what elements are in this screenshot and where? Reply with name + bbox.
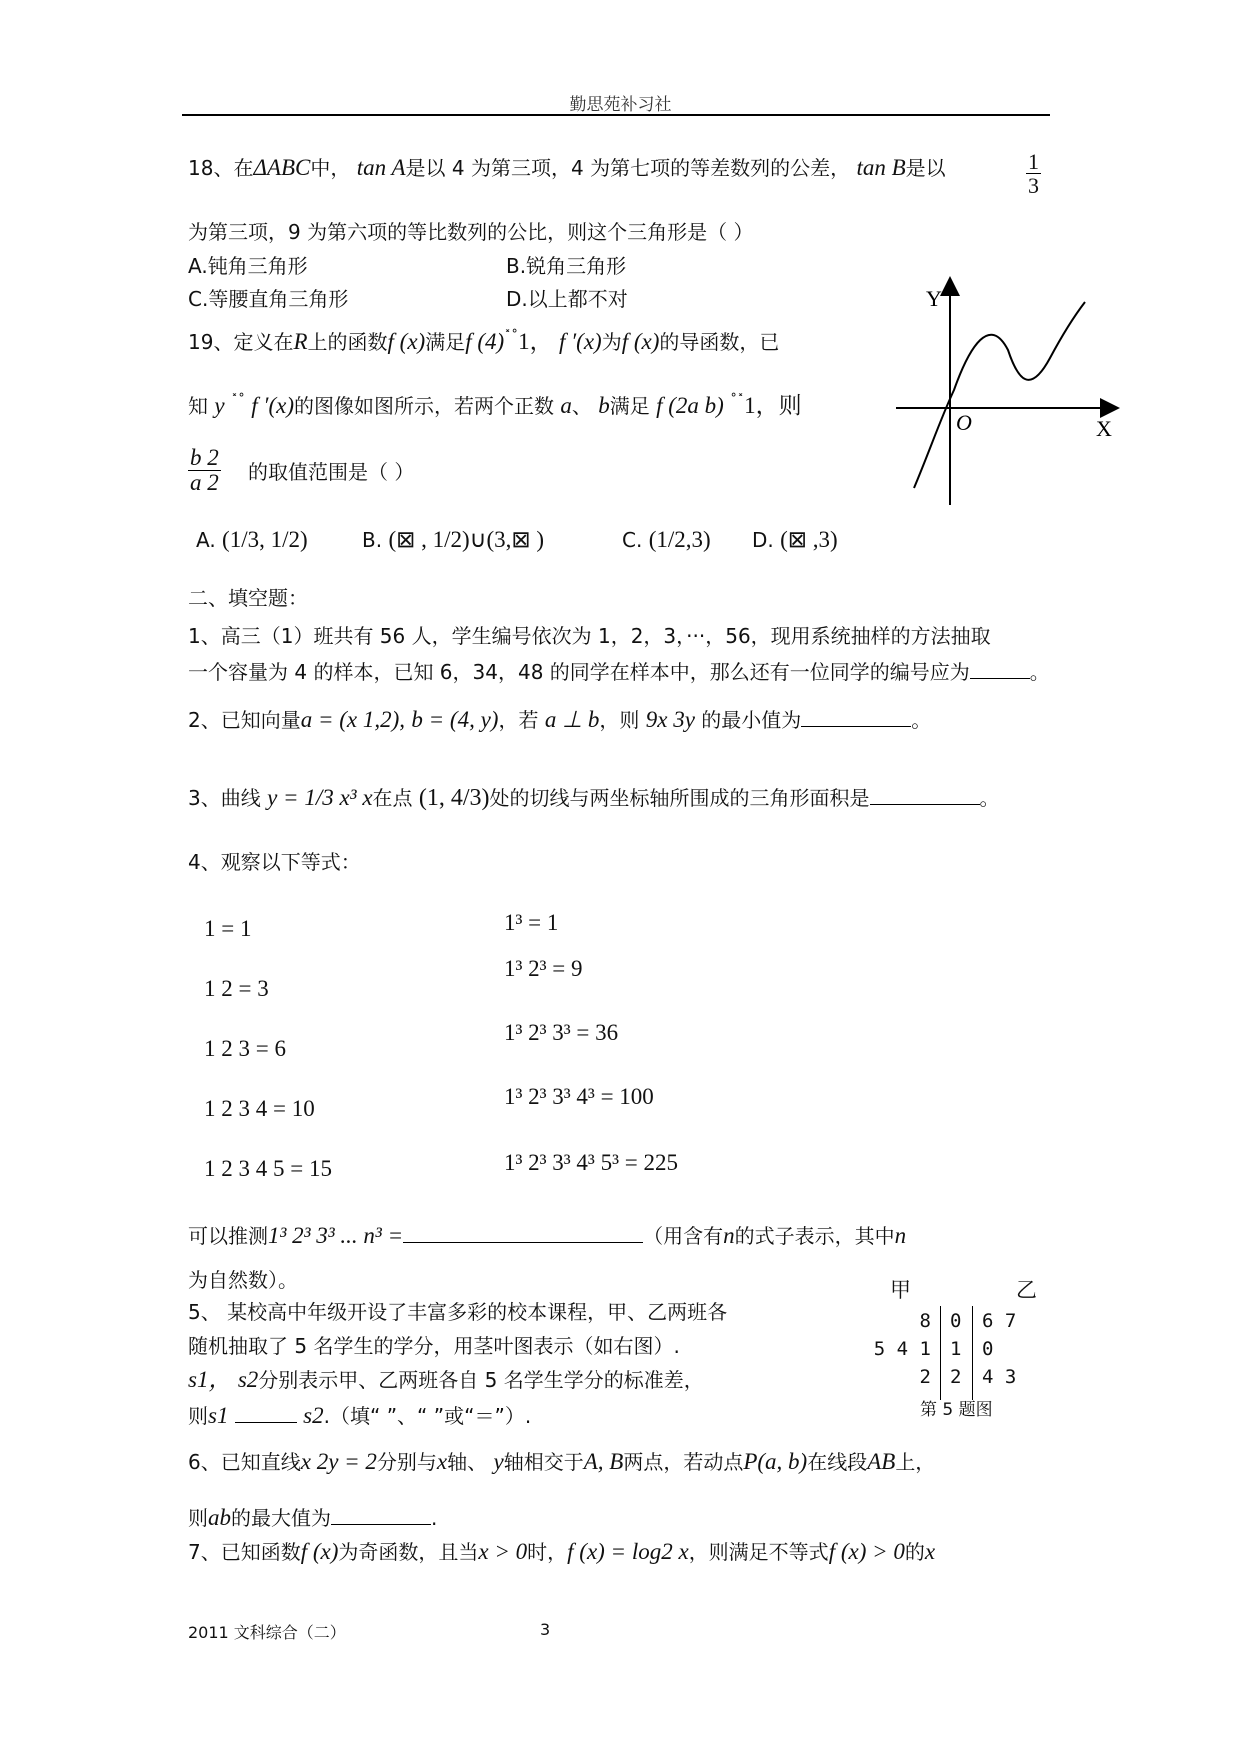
q18-option-d: D.以上都不对 (506, 287, 628, 311)
header-title: 勤思苑补习社 (569, 95, 672, 115)
q19-f2ab: f (2a b) (656, 393, 724, 418)
p2-vector-b: b = (4, y) (411, 707, 499, 732)
p7-ineq: f (x) > 0 (828, 1539, 905, 1564)
p4-infer-line (188, 1224, 906, 1247)
p5-l4-s2: s2 (303, 1403, 324, 1428)
q19-l1-b: 上的函数 (307, 330, 388, 354)
q19-line1 (188, 330, 779, 353)
q19-line2 (188, 394, 802, 417)
q18-prefix: 18、在 (188, 156, 254, 180)
p7-d: ，则满足不等式 (688, 1540, 829, 1564)
q19-opt-b-label: B. (362, 528, 383, 552)
p1-end: 。 (1029, 660, 1050, 684)
p5-l4-s1: s1 (208, 1403, 229, 1428)
p4-answer-blank[interactable] (403, 1224, 643, 1243)
p6-f: 在线段 (807, 1450, 868, 1474)
q18-line2: 为第三项，9 为第六项的等比数列的公比，则这个三角形是（ ） (188, 220, 754, 244)
p6-answer-blank[interactable] (331, 1506, 431, 1525)
p7-def: f (x) = log2 x (567, 1539, 689, 1564)
p2-end: 。 (911, 708, 932, 732)
q18-frac-num: 1 (1028, 149, 1039, 174)
p6-c: 轴、 (447, 1450, 488, 1474)
p4-right-eq-2: 1³ 2³ = 9 (504, 956, 583, 981)
stemleaf-row-1-left: 8 (919, 1310, 931, 1332)
q19-frac-num: b 2 (190, 445, 219, 470)
q19-option-b (362, 527, 544, 553)
stemleaf-row-1-right: 6 7 (982, 1310, 1017, 1332)
q19-l2-b: 的图像如图所示，若两个正数 (294, 394, 554, 418)
p3-curve-expr: y = 1/3 x³ x (267, 785, 373, 810)
q19-opt-a-label: A. (196, 528, 216, 552)
p7-x: x (924, 1539, 936, 1564)
q19-a: a (560, 393, 572, 418)
p3-answer-blank[interactable] (870, 786, 980, 805)
problem-2 (188, 708, 931, 731)
p3-b: 处的切线与两坐标轴所围成的三角形面积是 (489, 786, 870, 810)
header-rule (182, 114, 1050, 116)
q18-option-a: A.钝角三角形 (188, 254, 308, 278)
p2-d: 的最小值为 (701, 708, 802, 732)
q18-triangle: ΔABC (253, 155, 311, 180)
q19-frac-den: a 2 (190, 470, 219, 496)
derivative-graph (890, 270, 1130, 510)
p4-left-eq-3: 1 2 3 = 6 (204, 1036, 286, 1061)
q19-f4: f (4) (465, 329, 505, 354)
q19-fprime: f ′(x) (559, 329, 602, 354)
p6-line1 (188, 1450, 935, 1473)
p5-line4 (188, 1404, 531, 1427)
q19-opt-d-label: D. (752, 528, 774, 552)
stemleaf-right-head: 乙 (1016, 1278, 1037, 1302)
p2-answer-blank[interactable] (801, 708, 911, 727)
p4-right-eq-5: 1³ 2³ 3³ 4³ 5³ = 225 (504, 1150, 678, 1175)
p6-AB: A, B (583, 1449, 624, 1474)
p5-l3-text: 分别表示甲、乙两班各自 5 名学生学分的标准差， (258, 1368, 704, 1392)
p4-n: n (723, 1223, 735, 1248)
q18-frac-den: 3 (1028, 173, 1039, 199)
q19-garbled-eq: ˟˚ (504, 329, 519, 345)
footer-left: 2011 文科综合（二） (188, 1623, 346, 1642)
stemleaf-row-2-right: 0 (982, 1338, 994, 1360)
p4-infer-a: 可以推测 (188, 1224, 268, 1248)
q18-option-c: C.等腰直角三角形 (188, 287, 349, 311)
p6-x: x (436, 1449, 448, 1474)
problem-7 (188, 1540, 935, 1563)
q18-line1 (188, 156, 946, 179)
p4-infer-b: （用含有 (643, 1224, 724, 1248)
p1-answer-blank[interactable] (970, 660, 1030, 679)
p6-seg: AB (867, 1449, 896, 1474)
p5-line3 (188, 1368, 704, 1391)
p6-ab: ab (208, 1505, 231, 1530)
p1-line1: 1、高三（1）班共有 56 人，学生编号依次为 1，2，3，···，56，现用系统抽样的方法抽取 (188, 624, 991, 648)
q18-option-b: B.锐角三角形 (506, 254, 627, 278)
stemleaf-caption: 第 5 题图 (920, 1400, 993, 1420)
problem-3 (188, 786, 1000, 810)
q19-l2-d: 满足 (609, 394, 650, 418)
q19-l1-a: 19、定义在 (188, 330, 294, 354)
q18-tanA: tan A (356, 155, 406, 180)
p7-a: 7、已知函数 (188, 1540, 301, 1564)
p7-e: 的 (904, 1540, 925, 1564)
p1-line2 (188, 660, 1050, 682)
stemleaf-row-2-stem: 1 (950, 1338, 962, 1360)
x-axis-label: X (1096, 416, 1112, 441)
q19-opt-b-value: (⊠ , 1/2)∪(3,⊠ ) (388, 527, 545, 552)
q19-range-text: 的取值范围是（ ） (248, 460, 415, 484)
q19-l1-e: 的导函数，已 (659, 330, 780, 354)
p4-left-eq-1: 1 = 1 (204, 916, 252, 941)
p6-line2 (188, 1506, 437, 1529)
p2-perp: a ⊥ b (544, 707, 600, 732)
q19-l2-a: 知 (188, 394, 208, 418)
p1-line2-text: 一个容量为 4 的样本，已知 6，34，48 的同学在样本中，那么还有一位同学的编号应为 (188, 660, 970, 684)
q19-f: f (x) (387, 329, 426, 354)
p5-l4-b: .（填“ ”、“ ”或“＝”）. (323, 1404, 532, 1428)
section-2-title: 二、填空题： (188, 586, 308, 610)
derivative-curve (914, 302, 1085, 488)
q19-R: R (293, 329, 308, 354)
q19-option-d (752, 527, 838, 553)
q19-garbled-eq2: ˟˚ (230, 393, 245, 409)
p4-left-eq-4: 1 2 3 4 = 10 (204, 1096, 315, 1121)
stemleaf-row-3-stem: 2 (950, 1366, 962, 1388)
p2-expr: 9x 3y (645, 707, 695, 732)
p2-b: ，若 (498, 708, 539, 732)
q19-v2: 1，则 (744, 393, 802, 418)
stemleaf-row-2-left: 5 4 1 (873, 1338, 931, 1360)
p3-end: 。 (979, 786, 1000, 810)
p4-left-eq-5: 1 2 3 4 5 = 15 (204, 1156, 332, 1181)
p3-point: (1, 4/3) (418, 785, 490, 811)
stemleaf-left-head: 甲 (890, 1278, 911, 1302)
q19-opt-d-value: (⊠ ,3) (780, 527, 838, 552)
q19-opt-a-value: (1/3, 1/2) (222, 527, 308, 552)
p2-a: 2、已知向量 (188, 708, 301, 732)
p7-cond: x > 0 (478, 1539, 528, 1564)
stemleaf-row-3-left: 2 (919, 1366, 931, 1388)
q19-garbled-eq3: ˚˟ (730, 393, 745, 409)
stemleaf-divider-right (972, 1306, 973, 1400)
y-axis-label: Y (926, 286, 942, 311)
p4-n2: n (894, 1223, 907, 1248)
q19-fraction (188, 446, 221, 495)
p3-a: 3、曲线 (188, 786, 261, 810)
p2-vector-a: a = (x 1,2), (300, 707, 406, 732)
q19-b: b (598, 393, 610, 418)
p5-line2: 随机抽取了 5 名学生的学分，用茎叶图表示（如右图）. (188, 1334, 680, 1358)
p5-answer-blank[interactable] (235, 1404, 297, 1423)
p2-c: ，则 (599, 708, 640, 732)
p6-y: y (493, 1449, 504, 1474)
q19-l1-d: 为 (601, 330, 622, 354)
p6-l2-a: 则 (188, 1506, 208, 1530)
p7-f: f (x) (300, 1539, 339, 1564)
origin-label: O (956, 410, 972, 435)
p6-l2-b: 的最大值为 (231, 1506, 331, 1530)
q19-l2-c: 、 (571, 394, 592, 418)
q18-mid3: 是以 (905, 156, 946, 180)
p3-pt-text: 在点 (372, 786, 413, 810)
q18-tanB: tan B (856, 155, 906, 180)
p4-natural: 为自然数）。 (188, 1268, 298, 1292)
q18-mid1: 中， (310, 156, 351, 180)
q19-option-a (196, 527, 308, 553)
p4-infer-expr: 1³ 2³ 3³ ... n³ = (268, 1223, 404, 1248)
p4-right-eq-3: 1³ 2³ 3³ = 36 (504, 1020, 619, 1045)
p4-right-eq-4: 1³ 2³ 3³ 4³ = 100 (504, 1084, 654, 1109)
p5-line1: 5、 某校高中年级开设了丰富多彩的校本课程，甲、乙两班各 (188, 1300, 728, 1324)
p7-b: 为奇函数，且当 (338, 1540, 479, 1564)
p6-g: 上， (895, 1450, 936, 1474)
p6-line-eq: x 2y = 2 (300, 1449, 377, 1474)
q19-l1-c: 满足 (425, 330, 466, 354)
q19-f2: f (x) (621, 329, 660, 354)
p5-s1: s1， (188, 1367, 232, 1392)
footer-page-number: 3 (540, 1620, 551, 1639)
q19-fprime2: f ′(x) (251, 393, 294, 418)
p4-right-eq-1: 1³ = 1 (504, 910, 559, 935)
q19-opt-c-value: (1/2,3) (648, 527, 711, 552)
p4-left-eq-2: 1 2 = 3 (204, 976, 269, 1001)
p4-infer-c: 的式子表示，其中 (734, 1224, 895, 1248)
q19-y: y (214, 393, 225, 418)
p7-c: 时， (527, 1540, 568, 1564)
q19-option-c (622, 527, 711, 553)
p6-e: 两点，若动点 (623, 1450, 744, 1474)
stemleaf-row-1-stem: 0 (950, 1310, 962, 1332)
q19-opt-c-label: C. (622, 528, 643, 552)
p6-d: 轴相交于 (503, 1450, 584, 1474)
p5-l4-a: 则 (188, 1404, 208, 1428)
q18-fraction (1026, 150, 1041, 197)
p5-s2: s2 (237, 1367, 259, 1392)
stemleaf-divider-left (940, 1306, 941, 1400)
q19-v1: 1， (518, 329, 553, 354)
q18-mid2: 是以 4 为第三项，4 为第七项的等差数列的公差， (405, 156, 851, 180)
p6-P: P(a, b) (743, 1449, 808, 1474)
stemleaf-row-3-right: 4 3 (982, 1366, 1017, 1388)
p6-a: 6、已知直线 (188, 1450, 301, 1474)
p6-end: . (431, 1506, 438, 1530)
p4-title: 4、观察以下等式： (188, 850, 361, 874)
p6-b: 分别与 (376, 1450, 437, 1474)
